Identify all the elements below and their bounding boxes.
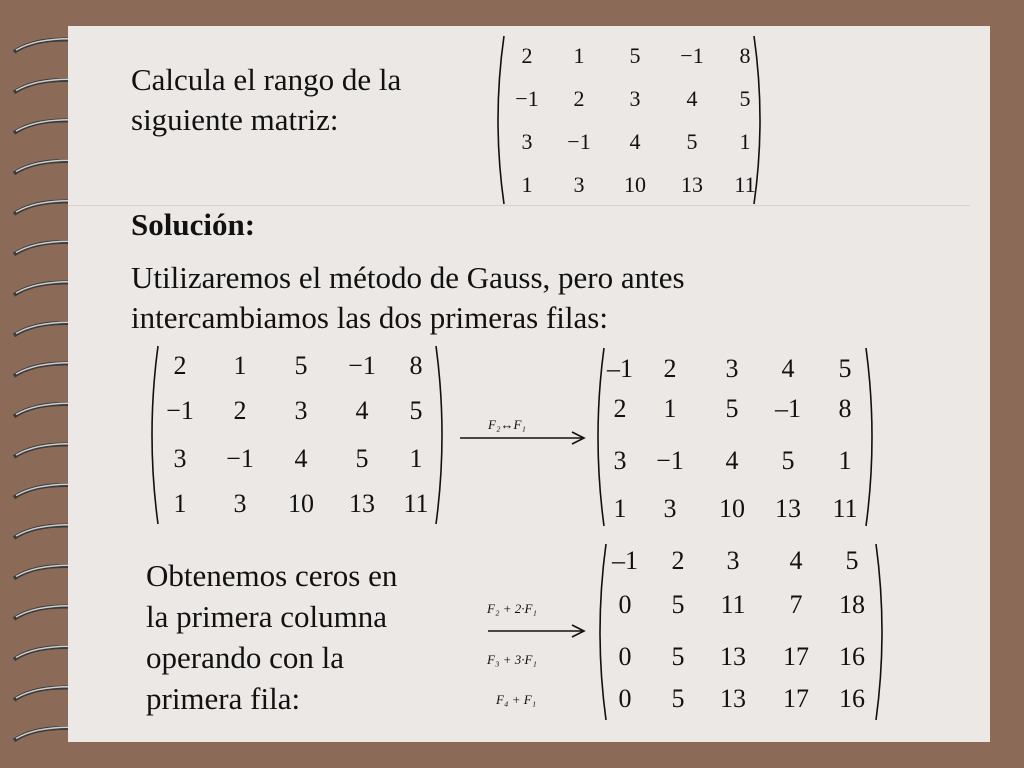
matrix-cell: 3	[233, 489, 247, 519]
matrix-cell: 3	[173, 444, 187, 474]
matrix-cell: 5	[781, 446, 795, 476]
matrix-cell: 5	[838, 354, 852, 384]
matrix-cell: 2	[521, 42, 533, 68]
matrix-reduced	[592, 542, 890, 722]
matrix-cell: 3	[521, 128, 533, 154]
matrix-cell: 5	[355, 444, 369, 474]
matrix-cell: 11	[720, 590, 746, 620]
matrix-cell: 2	[613, 394, 627, 424]
step2-line-2: la primera columna	[146, 599, 388, 634]
matrix-cell: 3	[294, 396, 308, 426]
matrix-cell: 13	[681, 171, 703, 197]
matrix-cell: 5	[671, 590, 685, 620]
matrix-cell: −1	[567, 128, 591, 154]
matrix-cell: −1	[348, 351, 376, 381]
matrix-cell: 10	[624, 171, 646, 197]
matrix-cell: 0	[618, 642, 632, 672]
matrix-cell: 5	[409, 396, 423, 426]
matrix-cell: 5	[845, 546, 859, 576]
matrix-cell: 13	[775, 494, 801, 524]
matrix-cell: 1	[663, 394, 677, 424]
matrix-cell: 17	[783, 684, 809, 714]
matrix-cell: −1	[166, 396, 194, 426]
matrix-cell: 16	[839, 642, 865, 672]
matrix-cell: 5	[294, 351, 308, 381]
matrix-cell: −1	[515, 85, 539, 111]
matrix-cell: 2	[233, 396, 247, 426]
matrix-original	[490, 34, 768, 206]
matrix-cell: 7	[789, 590, 803, 620]
matrix-cell: 1	[173, 489, 187, 519]
matrix-cell: 1	[739, 128, 751, 154]
problem-line-1: Calcula el rango de la	[131, 62, 402, 97]
matrix-cell: 2	[173, 351, 187, 381]
matrix-cell: 17	[783, 642, 809, 672]
matrix-cell: −1	[226, 444, 254, 474]
matrix-cell: 4	[629, 128, 641, 154]
matrix-cell: 5	[686, 128, 698, 154]
matrix-cell: 13	[720, 642, 746, 672]
matrix-cell: 1	[233, 351, 247, 381]
matrix-cell: 5	[629, 42, 641, 68]
matrix-cell: 4	[789, 546, 803, 576]
matrix-cell: 18	[839, 590, 865, 620]
matrix-cell: 1	[838, 446, 852, 476]
matrix-cell: 3	[613, 446, 627, 476]
matrix-cell: 4	[725, 446, 739, 476]
matrix-cell: –1	[607, 354, 633, 384]
intro-line-2: intercambiamos las dos primeras filas:	[131, 300, 608, 335]
step2-line-4: primera fila:	[146, 681, 301, 716]
matrix-cell: 11	[734, 171, 756, 197]
matrix-cell: 8	[838, 394, 852, 424]
matrix-cell: −1	[680, 42, 704, 68]
matrix-swapped	[590, 346, 880, 528]
step2-line-1: Obtenemos ceros en	[146, 558, 398, 593]
operation-label-3: F₄ + F₁	[496, 692, 537, 707]
swap-arrow-icon	[458, 430, 590, 450]
matrix-cell: 2	[671, 546, 685, 576]
step2-line-3: operando con la	[146, 640, 344, 675]
matrix-cell: 4	[294, 444, 308, 474]
matrix-cell: 1	[521, 171, 533, 197]
matrix-cell: 2	[573, 85, 585, 111]
matrix-cell: 1	[409, 444, 423, 474]
matrix-cell: 10	[288, 489, 314, 519]
matrix-cell: 11	[403, 489, 429, 519]
matrix-cell: 3	[629, 85, 641, 111]
matrix-cell: –1	[612, 546, 638, 576]
matrix-cell: 2	[663, 354, 677, 384]
matrix-cell: 1	[613, 494, 627, 524]
matrix-cell: 3	[726, 546, 740, 576]
matrix-cell: 3	[573, 171, 585, 197]
operation-label-1: F₂ + 2·F₁	[487, 601, 537, 616]
matrix-left	[144, 344, 450, 526]
matrix-cell: −1	[656, 446, 684, 476]
matrix-cell: 8	[739, 42, 751, 68]
matrix-cell: 0	[618, 590, 632, 620]
solution-heading: Solución:	[131, 207, 256, 242]
matrix-cell: 3	[663, 494, 677, 524]
matrix-cell: 1	[573, 42, 585, 68]
intro-line-1: Utilizaremos el método de Gauss, pero antes	[131, 260, 685, 295]
matrix-cell: 4	[686, 85, 698, 111]
matrix-cell: 3	[725, 354, 739, 384]
matrix-cell: 5	[671, 684, 685, 714]
matrix-cell: 13	[349, 489, 375, 519]
matrix-cell: 4	[781, 354, 795, 384]
matrix-cell: 5	[725, 394, 739, 424]
matrix-cell: 16	[839, 684, 865, 714]
problem-line-2: siguiente matriz:	[131, 102, 339, 137]
elimination-arrow-icon	[486, 623, 590, 643]
matrix-cell: –1	[775, 394, 801, 424]
matrix-cell: 0	[618, 684, 632, 714]
matrix-cell: 11	[832, 494, 858, 524]
matrix-cell: 5	[671, 642, 685, 672]
matrix-cell: 4	[355, 396, 369, 426]
swap-operation-label: F₂↔F₁	[488, 417, 526, 432]
matrix-cell: 8	[409, 351, 423, 381]
matrix-cell: 5	[739, 85, 751, 111]
operation-label-2: F₃ + 3·F₁	[487, 652, 537, 667]
matrix-cell: 13	[720, 684, 746, 714]
matrix-cell: 10	[719, 494, 745, 524]
